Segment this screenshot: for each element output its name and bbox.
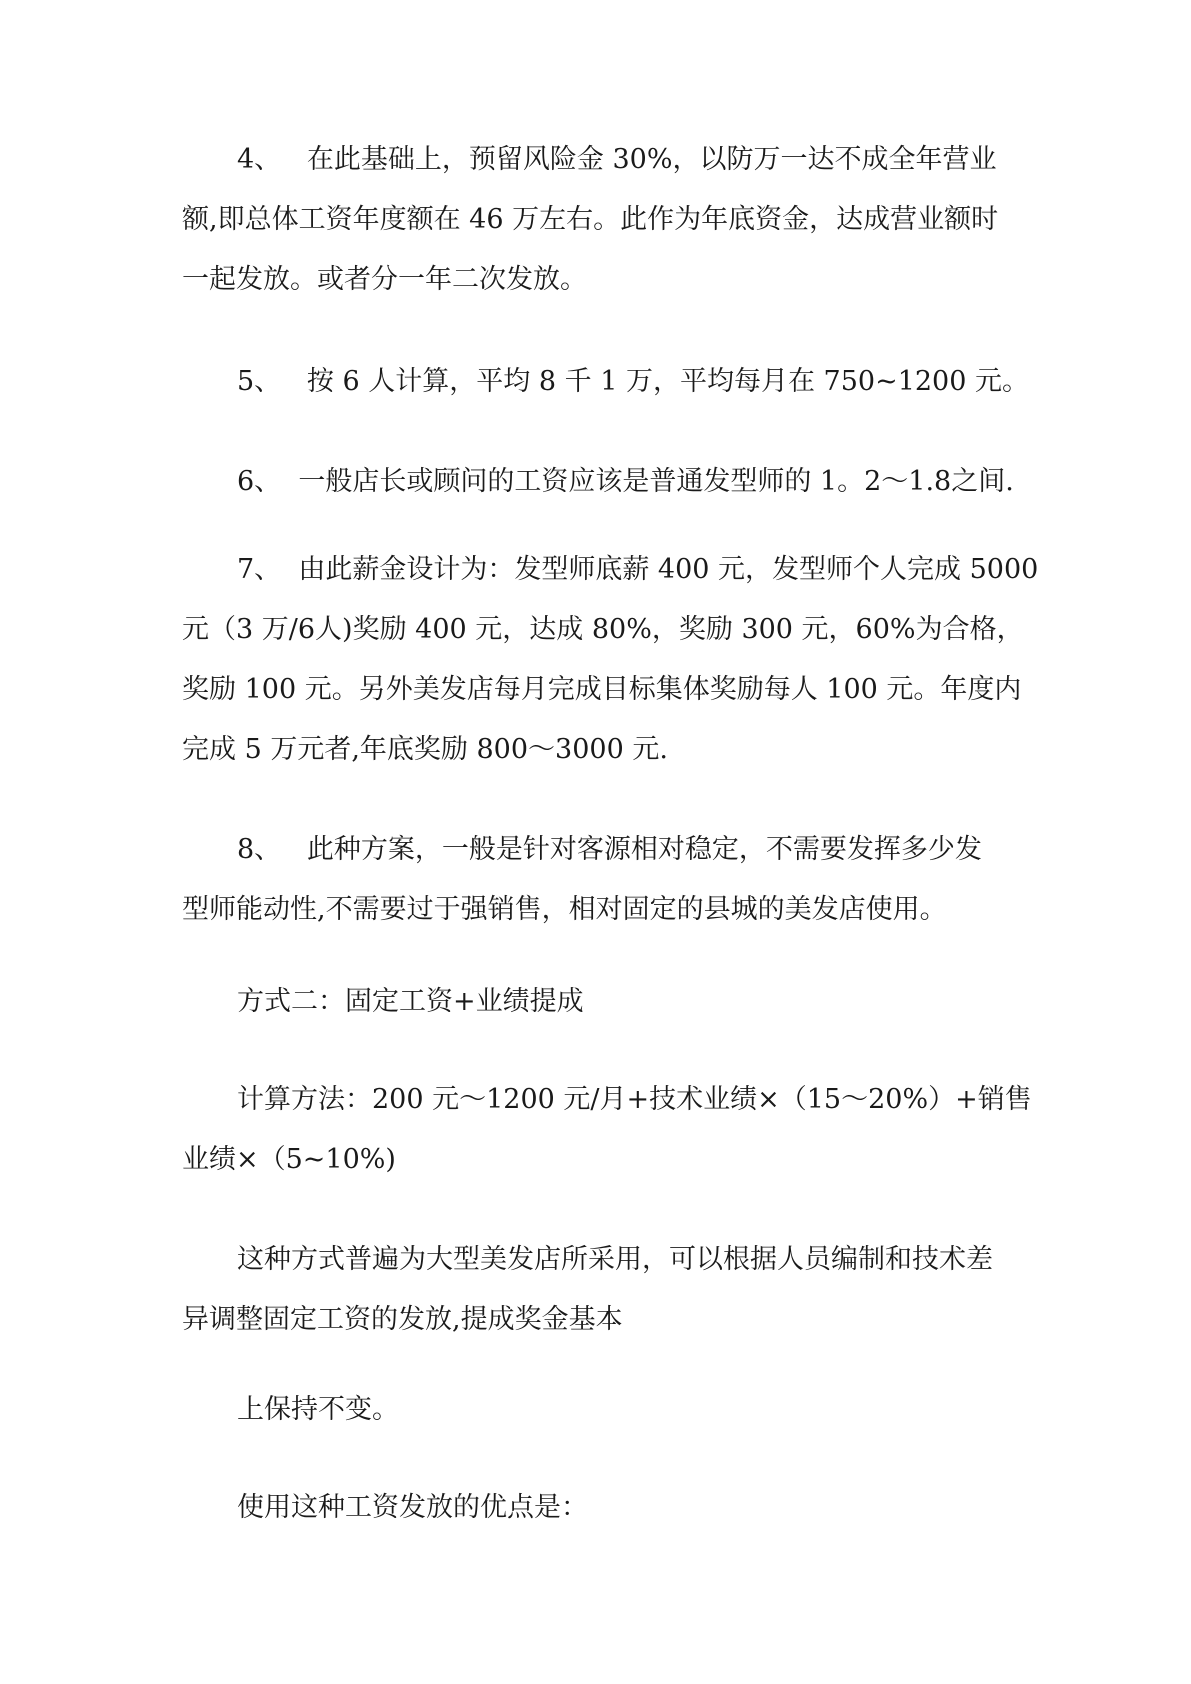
advantages-heading: 使用这种工资发放的优点是： — [237, 1492, 588, 1523]
paragraph-8-line-1: 8、 此种方案，一般是针对客源相对稳定，不需要发挥多少发 — [237, 834, 982, 865]
paragraph-7-line-2: 元（3 万/6人)奖励 400 元，达成 80%，奖励 300 元，60%为合格， — [182, 614, 1024, 645]
method-two-heading: 方式二：固定工资+业绩提成 — [237, 986, 584, 1017]
description-line-3: 上保持不变。 — [237, 1394, 399, 1425]
paragraph-5-line-1: 5、 按 6 人计算，平均 8 千 1 万，平均每月在 750~1200 元。 — [237, 366, 1029, 397]
paragraph-4-line-1: 4、 在此基础上，预留风险金 30%，以防万一达不成全年营业 — [237, 144, 997, 175]
paragraph-7-line-3: 奖励 100 元。另外美发店每月完成目标集体奖励每人 100 元。年度内 — [182, 674, 1022, 705]
paragraph-4-line-2: 额,即总体工资年度额在 46 万左右。此作为年底资金，达成营业额时 — [182, 204, 999, 235]
paragraph-4-line-3: 一起发放。或者分一年二次发放。 — [182, 264, 587, 295]
description-line-1: 这种方式普遍为大型美发店所采用，可以根据人员编制和技术差 — [237, 1244, 993, 1275]
paragraph-8-line-2: 型师能动性,不需要过于强销售，相对固定的县城的美发店使用。 — [182, 894, 947, 925]
description-line-2: 异调整固定工资的发放,提成奖金基本 — [182, 1304, 623, 1335]
calculation-line-1: 计算方法：200 元～1200 元/月+技术业绩×（15～20%）+销售 — [237, 1084, 1032, 1115]
paragraph-6-line-1: 6、 一般店长或顾问的工资应该是普通发型师的 1。2～1.8之间. — [237, 466, 1014, 497]
paragraph-7-line-4: 完成 5 万元者,年底奖励 800～3000 元. — [182, 734, 668, 765]
paragraph-7-line-1: 7、 由此薪金设计为：发型师底薪 400 元，发型师个人完成 5000 — [237, 554, 1039, 585]
calculation-line-2: 业绩×（5~10%) — [182, 1144, 396, 1175]
